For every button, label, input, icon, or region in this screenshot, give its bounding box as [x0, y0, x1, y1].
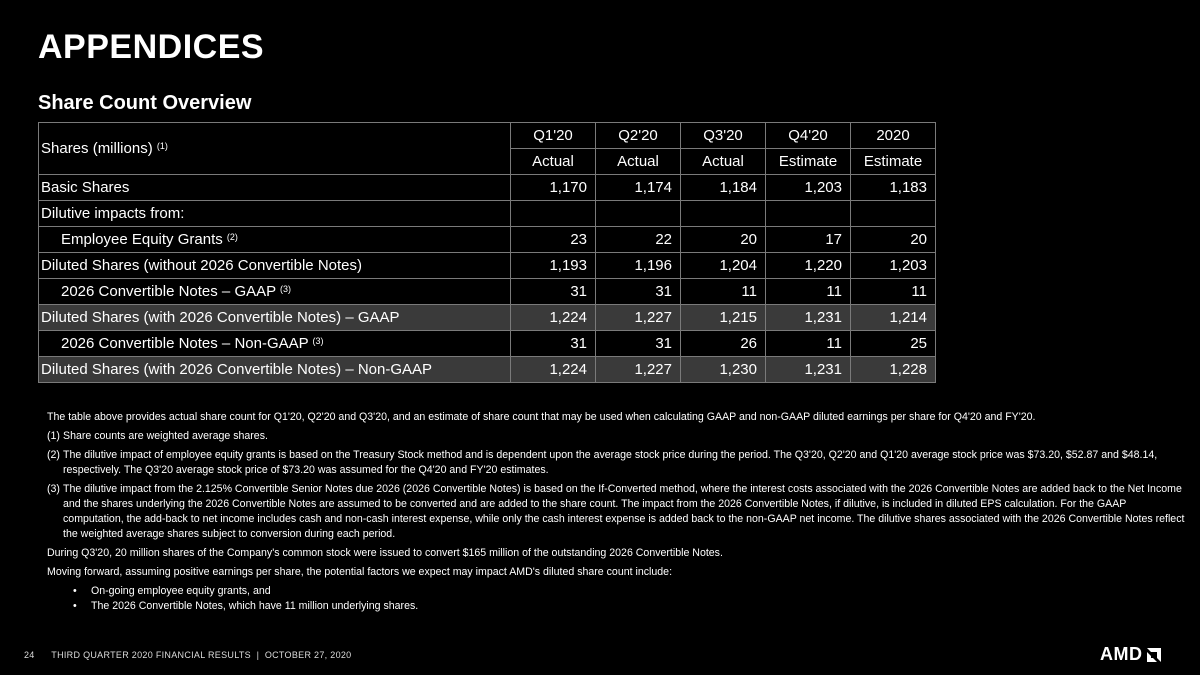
- type-header: Actual: [681, 149, 766, 175]
- table-cell: 26: [681, 331, 766, 357]
- list-item-text: The 2026 Convertible Notes, which have 11 million underlying shares.: [91, 600, 419, 612]
- header-label: Shares (millions): [41, 140, 153, 157]
- table-cell: 1,184: [681, 175, 766, 201]
- footnote-text: The dilutive impact from the 2.125% Convertible Senior Notes due 2026 (2026 Convertible Notes) is based on the If-Converted method, where the interest costs associated with the 2026 Convertible Notes are added back to the Net Income and the shares underlying the 2026 Convertible Notes are assumed to be converted and are added to the share count. The impact from the 2026 Convertible Notes, if dilutive, is included in diluted EPS calculation. For the GAAP computation, the add-back to net income includes cash and non-cash interest expense, while only the cash interest expense is added back to the non-GAAP net income. The dilutive shares associated with the 2026 Convertible Notes reflect the weighted average shares subject to conversion during each period.: [63, 483, 1185, 540]
- table-row: [39, 227, 936, 253]
- row-label: [39, 201, 511, 227]
- amd-logo: [1100, 644, 1162, 665]
- table-cell: 1,224: [511, 357, 596, 383]
- table-row: [39, 305, 936, 331]
- table-cell: 1,174: [596, 175, 681, 201]
- section-subtitle: Share Count Overview: [38, 92, 252, 114]
- amd-arrow-icon: [1146, 647, 1162, 663]
- period-header: Q3'20: [681, 123, 766, 149]
- table-row: [39, 253, 936, 279]
- table-cell: 1,203: [766, 175, 851, 201]
- table-cell: 31: [511, 279, 596, 305]
- bullet: •: [73, 600, 77, 612]
- table-cell: 1,215: [681, 305, 766, 331]
- table-row: [39, 357, 936, 383]
- type-header: Actual: [511, 149, 596, 175]
- share-count-table: [38, 122, 936, 383]
- row-label-text: Dilutive impacts from:: [41, 205, 185, 222]
- footnote: [47, 429, 1187, 444]
- row-note: (3): [280, 284, 292, 294]
- table-cell: 1,183: [851, 175, 936, 201]
- table-cell: 1,231: [766, 357, 851, 383]
- footnote-text: The dilutive impact of employee equity grants is based on the Treasury Stock method and is dependent upon the average stock price during the period. The Q3'20, Q2'20 and Q1'20 average stock price was $73.20, $52.87 and $48.14, respectively. The Q3'20 average stock price of $73.20 was assumed for the Q4'20 and FY'20 estimates.: [63, 449, 1158, 476]
- row-label: [39, 253, 511, 279]
- table-cell: [681, 201, 766, 227]
- period-header: Q1'20: [511, 123, 596, 149]
- table-cell: 25: [851, 331, 936, 357]
- footnote-marker: (3): [47, 483, 60, 495]
- table-cell: 17: [766, 227, 851, 253]
- period-header: Q2'20: [596, 123, 681, 149]
- forward-looking-note: Moving forward, assuming positive earnings per share, the potential factors we expect may impact AMD's diluted share count include:: [47, 566, 673, 578]
- table-cell: 1,220: [766, 253, 851, 279]
- table-cell: [766, 201, 851, 227]
- table-cell: [596, 201, 681, 227]
- type-header: Estimate: [766, 149, 851, 175]
- table-cell: 1,204: [681, 253, 766, 279]
- row-label-text: Basic Shares: [41, 179, 130, 196]
- footnote: [47, 482, 1187, 542]
- type-header: Estimate: [851, 149, 936, 175]
- header-row-periods: [39, 123, 936, 149]
- row-label-text: Employee Equity Grants: [61, 231, 223, 248]
- table-row: [39, 331, 936, 357]
- table-cell: 11: [766, 279, 851, 305]
- table-cell: 31: [596, 279, 681, 305]
- list-item: [73, 599, 1187, 614]
- row-label-text: Diluted Shares (with 2026 Convertible Notes) – Non-GAAP: [41, 361, 433, 378]
- footer-date: OCTOBER 27, 2020: [264, 650, 352, 660]
- row-label: [39, 357, 511, 383]
- header-note: (1): [156, 141, 168, 151]
- row-label-text: 2026 Convertible Notes – GAAP: [61, 283, 276, 300]
- table-cell: 11: [851, 279, 936, 305]
- period-header: 2020: [851, 123, 936, 149]
- table-cell: [511, 201, 596, 227]
- factor-list: [47, 584, 1187, 614]
- list-item: [73, 584, 1187, 599]
- logo-text: AMD: [1100, 644, 1143, 664]
- table-row: [39, 175, 936, 201]
- row-label-text: Diluted Shares (without 2026 Convertible Notes): [41, 257, 362, 274]
- footnote-text: Share counts are weighted average shares.: [63, 430, 268, 442]
- table-cell: 1,170: [511, 175, 596, 201]
- table-cell: 11: [681, 279, 766, 305]
- footer: [24, 650, 352, 660]
- table-cell: 20: [851, 227, 936, 253]
- table-cell: 1,231: [766, 305, 851, 331]
- conversion-note: During Q3'20, 20 million shares of the Company's common stock were issued to convert $165 million of the outstanding 2026 Convertible Notes.: [47, 547, 723, 559]
- notes-intro: The table above provides actual share count for Q1'20, Q2'20 and Q3'20, and an estimate of share count that may be used when calculating GAAP and non-GAAP diluted earnings per share for Q4'20 and FY'20.: [47, 411, 1036, 423]
- table-row: [39, 279, 936, 305]
- table-cell: 20: [681, 227, 766, 253]
- footnote-marker: (2): [47, 449, 60, 461]
- footer-text: THIRD QUARTER 2020 FINANCIAL RESULTS: [51, 650, 251, 660]
- page-number: 24: [24, 650, 35, 660]
- table-cell: 1,227: [596, 305, 681, 331]
- table-cell: 23: [511, 227, 596, 253]
- row-label: [39, 331, 511, 357]
- list-item-text: On-going employee equity grants, and: [91, 585, 271, 597]
- table-row: [39, 201, 936, 227]
- table-cell: [851, 201, 936, 227]
- footnote: [47, 448, 1187, 478]
- period-header: Q4'20: [766, 123, 851, 149]
- table-cell: 1,228: [851, 357, 936, 383]
- type-header: Actual: [596, 149, 681, 175]
- row-label-text: Diluted Shares (with 2026 Convertible Notes) – GAAP: [41, 309, 400, 326]
- table-cell: 1,224: [511, 305, 596, 331]
- table-cell: 11: [766, 331, 851, 357]
- table-cell: 1,193: [511, 253, 596, 279]
- table-cell: 1,196: [596, 253, 681, 279]
- table-cell: 31: [511, 331, 596, 357]
- row-label: [39, 279, 511, 305]
- row-note: (3): [312, 336, 324, 346]
- table-cell: 1,214: [851, 305, 936, 331]
- bullet: •: [73, 585, 77, 597]
- table-cell: 1,227: [596, 357, 681, 383]
- table-cell: 22: [596, 227, 681, 253]
- row-note: (2): [226, 232, 238, 242]
- page-title: APPENDICES: [38, 28, 265, 66]
- row-label: [39, 305, 511, 331]
- footer-separator: |: [256, 650, 260, 660]
- table-cell: 31: [596, 331, 681, 357]
- table-cell: 1,230: [681, 357, 766, 383]
- table-cell: 1,203: [851, 253, 936, 279]
- header-label-cell: [39, 123, 511, 175]
- row-label: [39, 175, 511, 201]
- row-label-text: 2026 Convertible Notes – Non-GAAP: [61, 335, 309, 352]
- row-label: [39, 227, 511, 253]
- notes-section: [47, 410, 1187, 614]
- footnote-marker: (1): [47, 430, 60, 442]
